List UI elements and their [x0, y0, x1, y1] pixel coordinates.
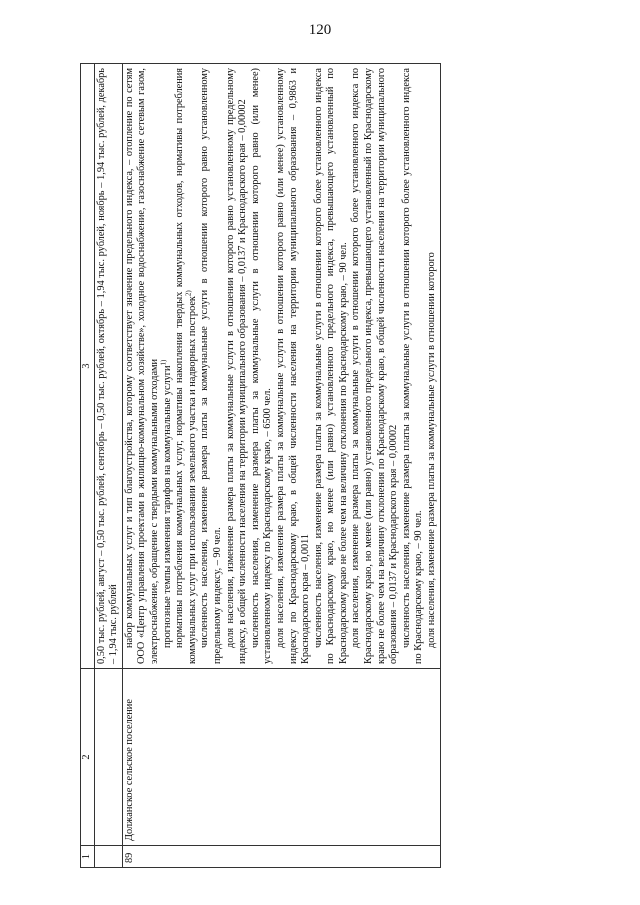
paragraph-share-below-region: доля населения, изменение размера платы за коммунальные услуги в отношении которого равно (или менее) установленному индексу по Краснодарскому краю, в общей численности населения на территории муниципального образования – 0,9863 и Краснодарского края – 0,0011: [274, 68, 312, 664]
paragraph-pop-equal-limit: численность населения, изменение размера платы за коммунальные услуги в отношении которого равно установленному предельному индексу, – 90 чел.: [199, 68, 223, 664]
municipality-name: Должанское сельское поселение: [122, 669, 440, 846]
paragraph-share-between: доля населения, изменение размера платы за коммунальные услуги в отношении которого более установленного индекса по Краснодарскому краю, но менее (или равно) установленного предельного индекса, превышающего установленный по Краснодарскому краю не более чем на величину отклонения по Краснодарскому краю, в общей численности населения на территории муниципального образования – 0,0137 и Краснодарского края – 0,00002: [350, 68, 400, 664]
header-col-2: 2: [81, 669, 95, 846]
continuation-cell-2: [94, 669, 122, 846]
continuation-text: 0,50 тыс. рублей, август – 0,50 тыс. рублей, сентябрь – 0,50 тыс. рублей, октябрь – 1,94 тыс. рублей, ноябрь – 1,94 тыс. рублей, декабрь – 1,94 тыс. рублей: [95, 68, 120, 664]
row-number: 89: [122, 846, 440, 868]
header-col-1: 1: [81, 846, 95, 868]
continuation-cell-3: [94, 64, 122, 669]
footnote-mark-2: 2): [184, 290, 193, 297]
tariff-table: [80, 63, 441, 868]
continuation-row: [94, 64, 122, 868]
page-number: 120: [308, 22, 332, 38]
rotated-table-block: [80, 63, 560, 868]
paragraph-share-above-region: доля населения, изменение размера платы за коммунальные услуги в отношении которого: [426, 252, 438, 648]
paragraph-share-equal-limit: доля населения, изменение размера платы за коммунальные услуги в отношении которого равно установленному предельному индексу, в общей численности населения на территории муниципального образования – 0,0137 и Краснодарского края – 0,00002: [224, 68, 249, 664]
paragraph-pop-below-region: численность населения, изменение размера платы за коммунальные услуги в отношении которого равно (или менее) установленному индексу по Краснодарскому краю, – 6500 чел.: [249, 68, 274, 664]
paragraph-norms: нормативы потребления коммунальных услуг, нормативы накопления твердых коммунальных отходов, нормативы потребления коммунальных услуг при использовании земельного участка и надворных построек$^{2)}$: [174, 68, 198, 664]
continuation-cell-1: [94, 846, 122, 868]
row-description: [122, 64, 440, 669]
header-col-3: 3: [81, 64, 95, 669]
footnote-mark-1: 1): [159, 359, 168, 366]
paragraph-pop-between: численность населения, изменение размера платы за коммунальные услуги в отношении которого более установленного индекса по Краснодарскому краю, но менее (или равно) установленного предельного индекса, превышающего установленный по Краснодарскому краю не более чем на величину отклонения по Краснодарскому краю, – 90 чел.: [312, 68, 349, 664]
paragraph-pop-above-region: численность населения, изменение размера платы за коммунальные услуги в отношении которого более установленного индекса по Краснодарскому краю, – 90 чел.: [400, 68, 425, 664]
table-row: [122, 64, 440, 868]
paragraph-tariff-rates: прогнозные темпы изменения тарифов на коммунальные услуги$^{1)}$: [159, 359, 173, 648]
table-header-row: [81, 64, 95, 868]
paragraph-utility-set: набор коммунальных услуг и тип благоустройства, которому соответствует значение предельного индекса, – отопление по сетям ООО «Центр управления проектами в жилищно-коммунальном хозяйстве», холодное водоснабжение, газоснабжение сетевым газом, электроснабжение, обращение с твердыми коммунальными отходами: [123, 68, 160, 664]
table-viewport: [80, 63, 560, 868]
